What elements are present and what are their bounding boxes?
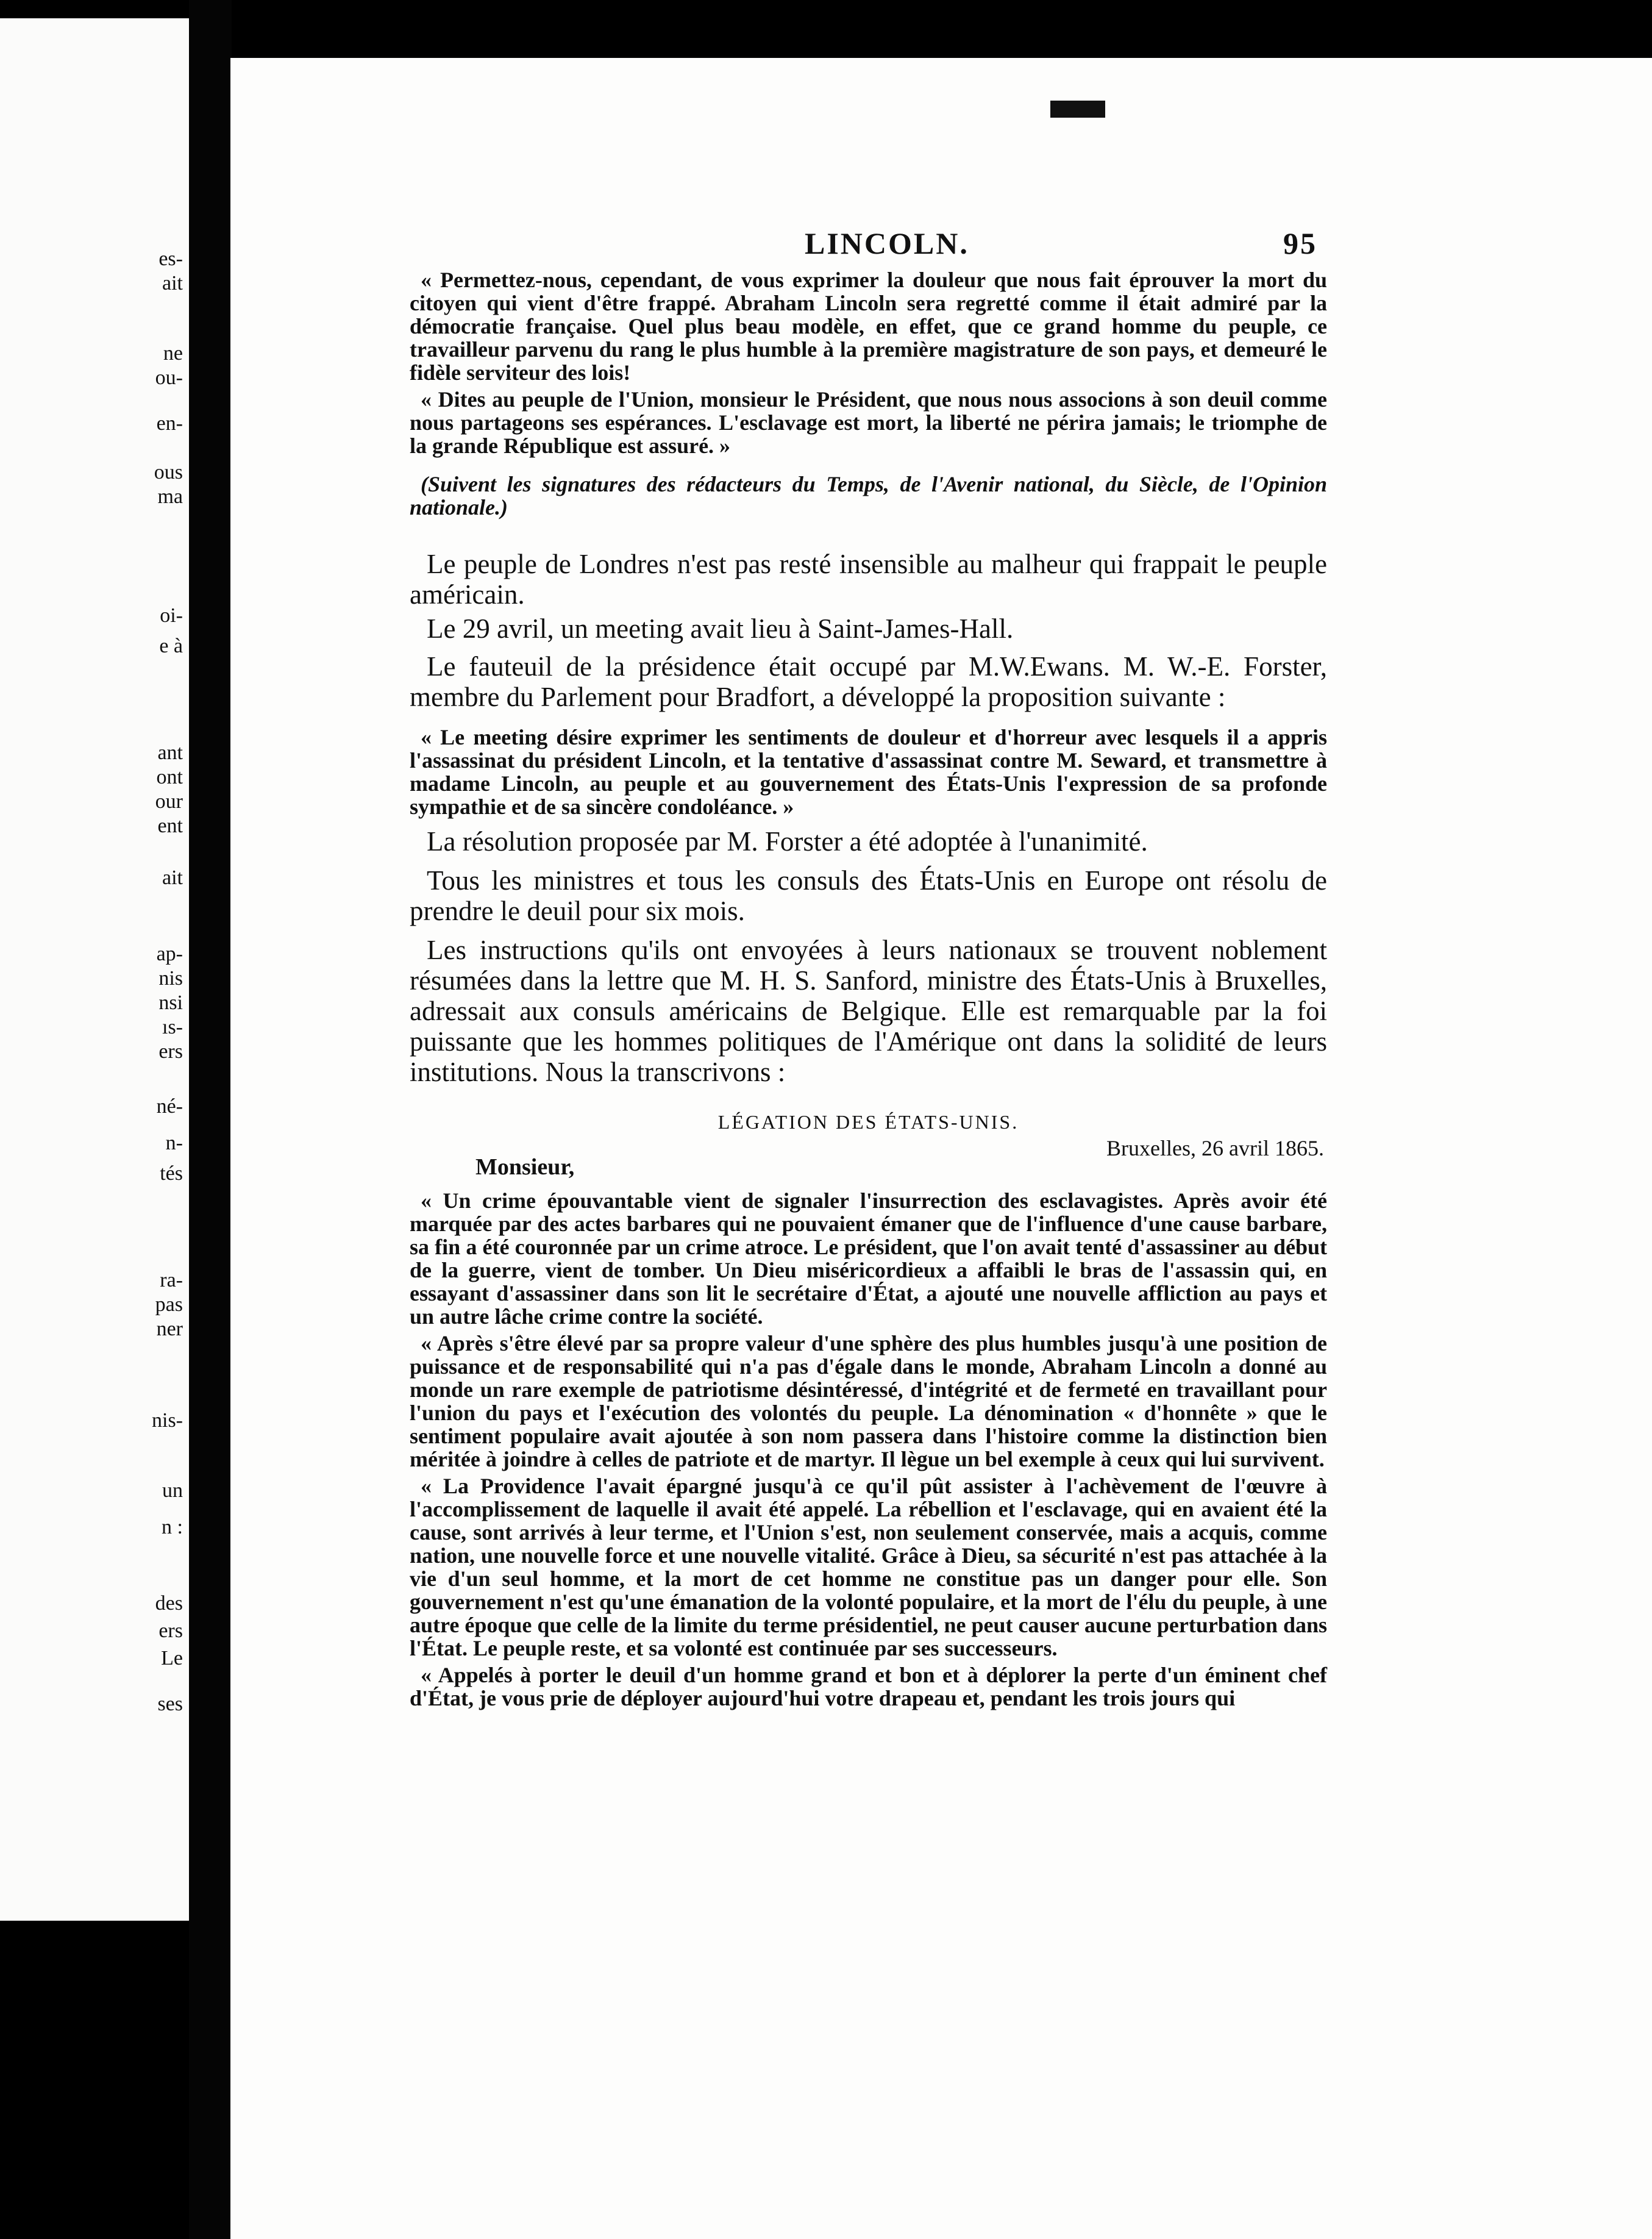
body-paragraph: La résolution proposée par M. Forster a été adoptée à l'unanimité.	[427, 826, 1148, 857]
left-page-text-fragment: ers	[158, 1040, 183, 1063]
letter-paragraph: « La Providence l'avait épargné jusqu'à ce qu'il pût assister à l'achèvement de l'œuvre à l'accomplissement de laquelle il avait été appelé. La rébellion et l'esclavage, qui en avaient été la cause, sont arrivés à leur terme, et l'Union s'est, non seulement conservée, mais a acquis, comme nation, une nouvelle force et une nouvelle vitalité. Grâce à Dieu, sa sécurité n'est pas attachée à la vie d'un seul homme, et la mort de cet homme ne constitue pas un danger pour elle. Son gouvernement n'est qu'une émanation de la volonté populaire, et la mort de l'élu du peuple, à une autre époque que celle de la limite du terme présidentiel, ne peut causer aucune perturbation dans l'État. Le peuple reste, et sa volonté est continuée par ses successeurs.	[410, 1474, 1327, 1660]
body-block-2	[410, 826, 1327, 1087]
signatures-text: (Suivent les signatures des rédacteurs du Temps, de l'Avenir national, du Siècle, de l'Opinion nationale.)	[410, 472, 1327, 520]
body-paragraph: Tous les ministres et tous les consuls des États-Unis en Europe ont résolu de prendre le deuil pour six mois.	[410, 865, 1327, 926]
left-page-text-fragment: ers	[158, 1619, 183, 1642]
letter-paragraph: « Appelés à porter le deuil d'un homme grand et bon et à déplorer la perte d'un éminent chef d'État, je vous prie de déployer aujourd'hui votre drapeau et, pendant les trois jours qui	[410, 1663, 1327, 1710]
quote-paragraph: « Dites au peuple de l'Union, monsieur le Président, que nous nous associons à son deuil comme nous partageons ses espérances. L'esclavage est mort, la liberté ne périra jamais; le triomphe de la grande République est assuré. »	[410, 387, 1327, 458]
quote-paragraph: « Permettez-nous, cependant, de vous exprimer la douleur que nous fait éprouver la mort du citoyen qui vient d'être frappé. Abraham Lincoln sera regretté comme il était admiré par la démocratie française. Quel plus beau modèle, en effet, que ce grand homme du peuple, ce travailleur parvenu du rang le plus humble à la première magistrature de son pays, et demeuré le fidèle serviteur des lois!	[410, 268, 1327, 385]
left-page-text-fragment: ant	[157, 741, 183, 764]
left-page-text-fragment: ent	[157, 815, 183, 837]
left-page-text-fragment: pas	[155, 1293, 183, 1316]
letter-body	[410, 1189, 1327, 1710]
top-binding-mark	[1050, 101, 1105, 118]
left-page-text-fragment: en-	[156, 412, 183, 435]
letter-paragraph: « Un crime épouvantable vient de signaler l'insurrection des esclavagistes. Après avoir été marquée par des actes barbares qui ne pouvaient émaner que de l'influence d'une cause barbare, sa fin a été couronnée par un crime atroce. Le président, que l'on avait tenté d'assassiner au début de la guerre, vient de tomber. Un Dieu miséricordieux a affaibli le bras de l'assassin qui, en essayant d'assassiner dans son lit le secrétaire d'État, a ajouté une nouvelle affliction au pays et un autre lâche crime contre la société.	[410, 1188, 1327, 1329]
left-page-text-fragment: ait	[162, 272, 183, 295]
page-number: 95	[1283, 226, 1317, 260]
left-page-text-fragment: ma	[157, 485, 183, 508]
quote-block-2	[410, 726, 1327, 818]
left-page-text-fragment: ap-	[156, 943, 183, 965]
left-page-text-fragment: tés	[160, 1162, 183, 1185]
left-page-text-fragment: un	[162, 1479, 183, 1502]
left-page-text-fragment: our	[155, 790, 183, 813]
letter-heading: LÉGATION DES ÉTATS-UNIS.	[717, 1111, 1019, 1133]
left-page-text-fragment: nis	[158, 967, 183, 990]
body-paragraph: Les instructions qu'ils ont envoyées à leurs nationaux se trouvent noblement résumées dans la lettre que M. H. S. Sanford, ministre des États-Unis à Bruxelles, adressait aux consuls américains de Belgique. Elle est remarquable par la foi puissante que les hommes politiques de l'Amérique ont dans la solidité de leurs institutions. Nous la transcrivons :	[410, 935, 1327, 1087]
quote-block-1	[410, 268, 1327, 457]
left-page-text-fragment: ont	[156, 766, 183, 788]
left-page-text-fragment: nsi	[158, 991, 183, 1014]
left-page-text-fragment: né-	[156, 1095, 183, 1118]
left-page-fragment	[0, 18, 189, 1921]
left-page-text-fragment: ou-	[155, 366, 183, 389]
left-page-text-fragment: e à	[159, 635, 183, 657]
signatures-note	[410, 473, 1327, 519]
body-paragraph: Le fauteuil de la présidence était occupé par M.W.Ewans. M. W.-E. Forster, membre du Parlement pour Bradfort, a développé la proposition suivante :	[410, 651, 1327, 712]
letter-paragraph: « Après s'être élevé par sa propre valeur d'une sphère des plus humbles jusqu'à une position de puissance et de responsabilité qui n'a pas d'égale dans le monde, Abraham Lincoln a donné au monde un rare exemple de patriotisme désintéressé, d'intégrité et de fermeté en travaillant pour l'union du pays et l'exécution des volontés du peuple. La dénomination « d'honnête » que le sentiment populaire avait ajoutée à son nom passera dans l'histoire comme la distinction bien méritée à joindre à celles de patriote et de martyr. Il lègue un bel exemple à ceux qui lui survivent.	[410, 1331, 1327, 1471]
left-page-text-fragment: ne	[163, 342, 183, 365]
left-page-text-fragment: des	[155, 1592, 183, 1615]
left-page-text-fragment: ait	[162, 866, 183, 889]
left-page-text-fragment: ner	[156, 1318, 183, 1340]
left-page-text-fragment: ra-	[160, 1269, 183, 1291]
body-block-1	[410, 549, 1327, 712]
left-page-text-fragment: n-	[165, 1132, 183, 1154]
book-gutter	[189, 0, 232, 2239]
left-page-text-fragment: Le	[161, 1647, 183, 1669]
left-page-text-fragment: nis-	[152, 1409, 183, 1432]
left-page-text-fragment: es-	[158, 248, 183, 270]
left-page-text-fragment: ous	[154, 461, 183, 484]
quote-paragraph: « Le meeting désire exprimer les sentiments de douleur et d'horreur avec lesquels il a appris l'assassinat du président Lincoln, et la tentative d'assassinat contre M. Seward, et transmettre à madame Lincoln, au peuple et au gouvernement des États-Unis l'expression de sa profonde sympathie et de sa sincère condoléance. »	[410, 725, 1327, 819]
body-paragraph: Le 29 avril, un meeting avait lieu à Saint-James-Hall.	[427, 613, 1014, 644]
body-paragraph: Le peuple de Londres n'est pas resté insensible au malheur qui frappait le peuple américain.	[410, 549, 1327, 610]
salutation: Monsieur,	[475, 1154, 575, 1180]
left-page-text-fragment: ıs-	[162, 1016, 183, 1038]
left-page-text-fragment: ses	[157, 1693, 183, 1715]
left-page-text-fragment: oi-	[160, 604, 183, 627]
letter-date: Bruxelles, 26 avril 1865.	[1106, 1136, 1324, 1160]
left-page-text-fragment: n :	[162, 1516, 183, 1538]
running-title: LINCOLN.	[805, 226, 969, 260]
